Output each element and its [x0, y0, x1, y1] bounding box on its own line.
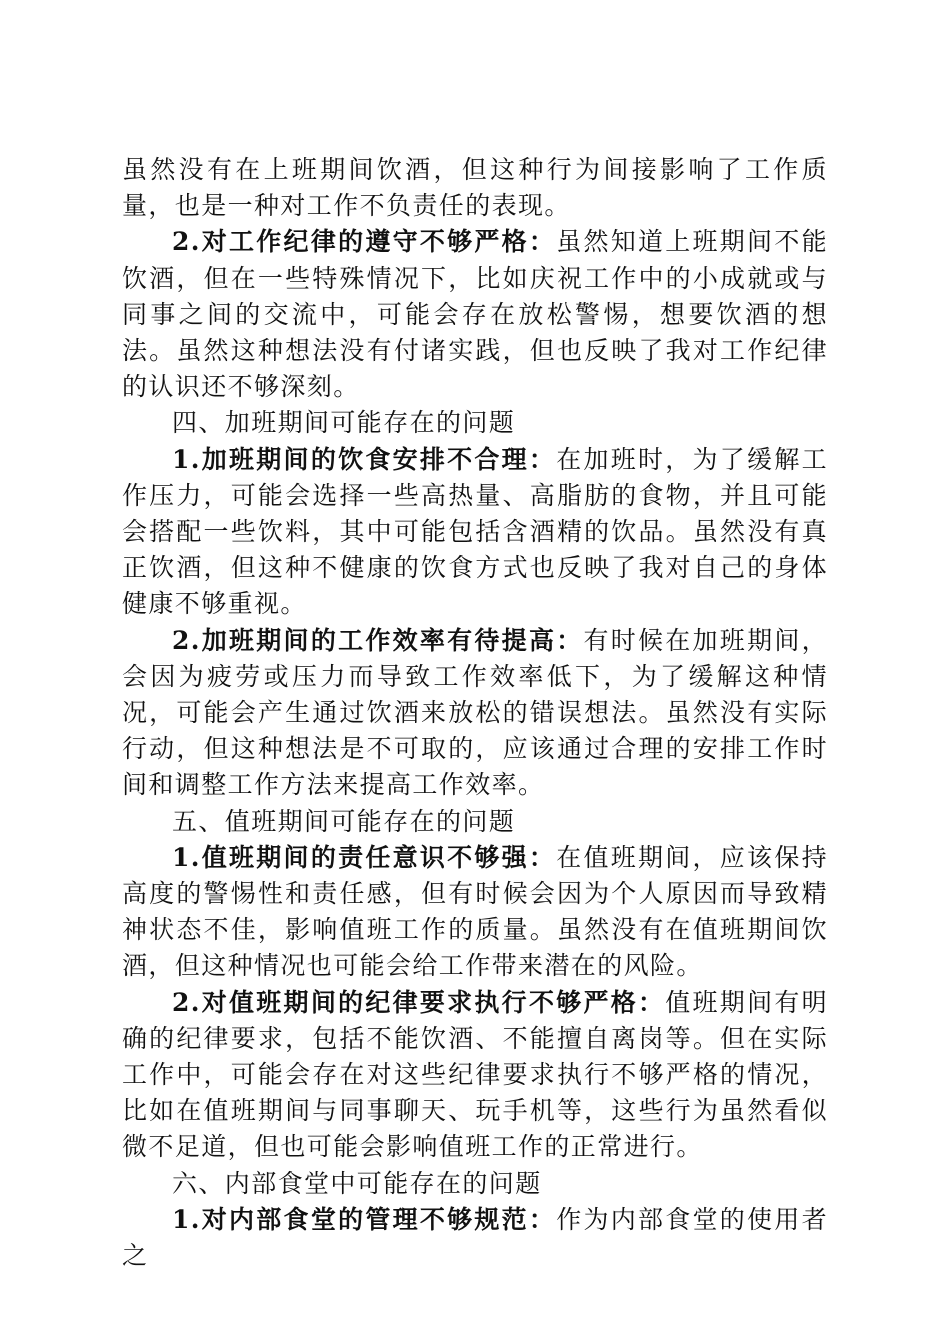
paragraph-lead: 2.对工作纪律的遵守不够严格：	[172, 227, 557, 257]
paragraph-work-discipline	[122, 224, 828, 405]
section-heading-overtime: 四、加班期间可能存在的问题	[172, 408, 516, 438]
section-heading-duty: 五、值班期间可能存在的问题	[172, 806, 516, 836]
paragraph-overtime-efficiency	[122, 623, 828, 804]
paragraph-text: 值班期间有明确的纪律要求，包括不能饮酒、不能擅自离岗等。但在实际工作中，可能会存在对这些纪律要求执行不够严格的情况，比如在值班期间与同事聊天、玩手机等，这些行为虽然看似微不足道，但也可能会影响值班工作的正常进行。	[122, 987, 829, 1162]
paragraph-lead: 1.值班期间的责任意识不够强：	[172, 842, 557, 872]
paragraph-continuation	[122, 152, 828, 224]
paragraph-overtime-diet	[122, 442, 828, 623]
paragraph-duty-responsibility	[122, 840, 828, 985]
paragraph-lead: 2.加班期间的工作效率有待提高：	[172, 625, 584, 655]
paragraph-lead: 1.对内部食堂的管理不够规范：	[172, 1204, 557, 1234]
section-heading-canteen: 六、内部食堂中可能存在的问题	[172, 1168, 542, 1198]
document-page	[122, 152, 828, 1274]
paragraph-text: 有时候在加班期间，会因为疲劳或压力而导致工作效率低下，为了缓解这种情况，可能会产生通过饮酒来放松的错误想法。虽然没有实际行动，但这种想法是不可取的，应该通过合理的安排工作时间和调整工作方法来提高工作效率。	[122, 625, 829, 800]
paragraph-text: 虽然没有在上班期间饮酒，但这种行为间接影响了工作质量，也是一种对工作不负责任的表现。	[122, 155, 828, 221]
paragraph-lead: 1.加班期间的饮食安排不合理：	[172, 444, 557, 474]
paragraph-text: 作为内部食堂的使用者之	[122, 1204, 828, 1271]
paragraph-lead: 2.对值班期间的纪律要求执行不够严格：	[172, 987, 666, 1017]
paragraph-text: 在加班时，为了缓解工作压力，可能会选择一些高热量、高脂肪的食物，并且可能会搭配一些饮料，其中可能包括含酒精的饮品。虽然没有真正饮酒，但这种不健康的饮食方式也反映了我对自己的身体健康不够重视。	[122, 444, 828, 619]
paragraph-text: 在值班期间，应该保持高度的警惕性和责任感，但有时候会因为个人原因而导致精神状态不佳，影响值班工作的质量。虽然没有在值班期间饮酒，但这种情况也可能会给工作带来潜在的风险。	[122, 842, 828, 981]
paragraph-canteen-management	[122, 1202, 828, 1274]
paragraph-text: 虽然知道上班期间不能饮酒，但在一些特殊情况下，比如庆祝工作中的小成就或与同事之间的交流中，可能会存在放松警惕，想要饮酒的想法。虽然这种想法没有付诸实践，但也反映了我对工作纪律的认识还不够深刻。	[122, 227, 828, 402]
paragraph-duty-discipline	[122, 985, 828, 1166]
